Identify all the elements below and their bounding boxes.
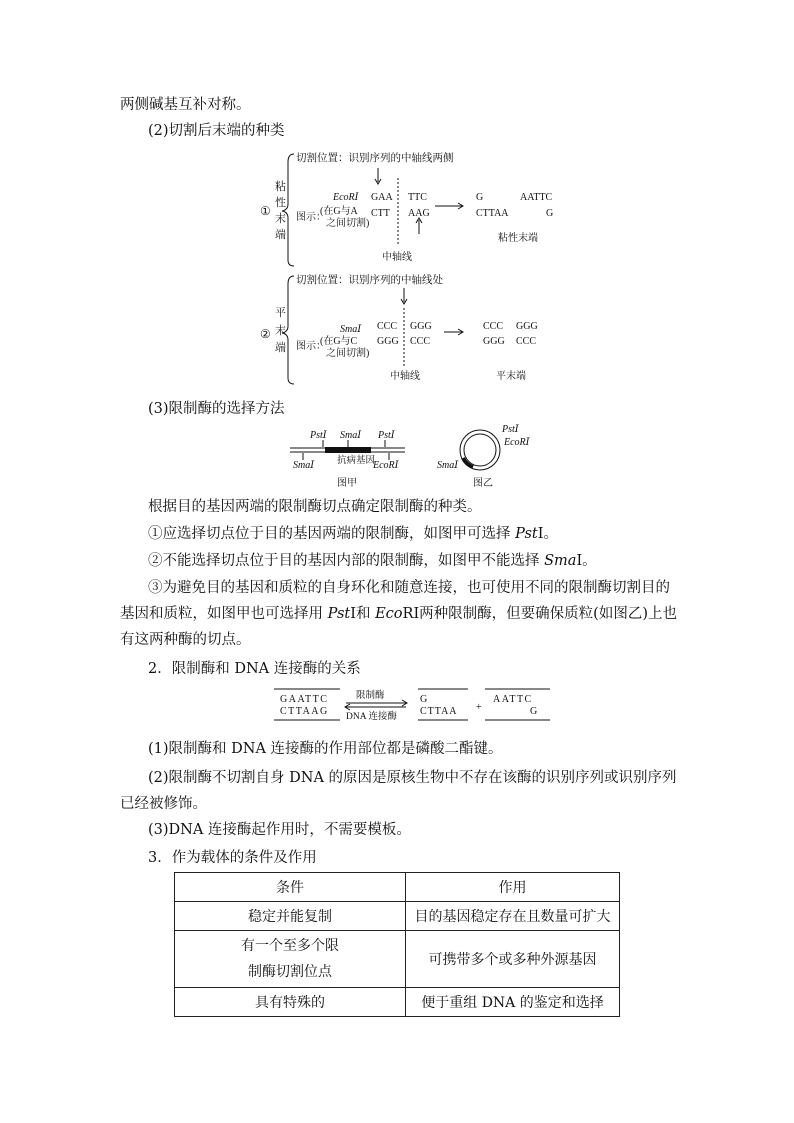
- end-types-diagram: [250, 148, 580, 390]
- blunt-cut-position: 切割位置：识别序列的中轴线处: [296, 275, 443, 286]
- blunt-char-3: 端: [275, 342, 286, 354]
- seq-bot-right: AAG: [408, 208, 430, 219]
- sma-label-bottom: SmaⅠ: [293, 460, 315, 471]
- blunt-res-top-left: CCC: [483, 321, 504, 332]
- caption-jia: 图甲: [337, 478, 357, 489]
- blunt-char-2: 末: [275, 325, 286, 337]
- blunt-note-1: (在G与C: [320, 336, 358, 347]
- full-bot-seq: CTTAAG: [280, 706, 329, 717]
- vector-conditions-table: [174, 872, 620, 1017]
- circle-two: ②: [260, 327, 271, 341]
- sticky-diagram-label: 图示：: [296, 212, 326, 223]
- sticky-cut-position: 切割位置：识别序列的中轴线两侧: [296, 153, 454, 164]
- section-2-title: (2)切割后末端的种类: [148, 123, 285, 139]
- caption-yi: 图乙: [473, 478, 493, 489]
- item-3-text-b: Ⅰ和: [350, 606, 376, 622]
- frag2-bot: G: [530, 706, 538, 717]
- result-bot-left: CTTAA: [476, 208, 509, 219]
- blunt-seq-top-left: CCC: [377, 321, 398, 332]
- blunt-seq-bot-right: CCC: [410, 336, 431, 347]
- sticky-char-1: 粘: [275, 181, 286, 193]
- sticky-char-2: 性: [275, 197, 286, 209]
- full-top-seq: GAATTC: [280, 694, 329, 705]
- plasmid-sma-label: SmaⅠ: [437, 460, 459, 471]
- item-2-suffix: Ⅰ。: [576, 553, 597, 569]
- smai-label: SmaⅠ: [340, 324, 362, 335]
- pst-label-right: PstⅠ: [378, 430, 395, 441]
- plasmid-marker-gene: [463, 458, 473, 467]
- selection-paragraph: 根据目的基因两端的限制酶切点确定限制酶的种类。: [148, 499, 482, 515]
- plasmid-eco-label: EcoRⅠ: [504, 437, 530, 448]
- enzyme-selection-diagram: [285, 424, 545, 494]
- table-row: [175, 931, 620, 988]
- sticky-char-4: 端: [275, 229, 286, 241]
- sticky-char-3: 末: [275, 213, 286, 225]
- disease-resistance-gene-label: 抗病基因: [337, 456, 376, 466]
- cell-condition-2: [175, 931, 406, 988]
- sticky-result-label: 粘性末端: [498, 233, 538, 244]
- circle-one: ①: [260, 204, 271, 218]
- item-3-enzyme-1: Pst: [327, 606, 351, 622]
- frag1-bot: CTTAA: [420, 706, 458, 717]
- blunt-diagram-label: 图示：: [296, 341, 326, 352]
- header-condition: 条件: [175, 873, 406, 902]
- item-3-enzyme-2: Eco: [375, 606, 403, 622]
- table-row: [175, 902, 620, 931]
- blunt-res-top-right: GGG: [516, 321, 538, 332]
- item-2-text: ②不能选择切点位于目的基因内部的限制酶，如图甲不能选择: [148, 553, 545, 569]
- seq-top-right: TTC: [408, 192, 427, 203]
- cell-condition-2-line-1: 有一个至多个限: [241, 938, 339, 954]
- result-top-left: G: [476, 192, 484, 203]
- blunt-result-label: 平末端: [496, 371, 526, 382]
- ligase-label: DNA 连接酶: [346, 712, 397, 722]
- table-header-row: [175, 873, 620, 902]
- seq-bot-left: CTT: [371, 208, 390, 219]
- blunt-char-1: 平: [275, 307, 286, 319]
- frag2-top: AATTC: [493, 694, 533, 705]
- table-row: [175, 988, 620, 1017]
- sticky-axis-label: 中轴线: [382, 252, 412, 263]
- heading-3: 3．作为载体的条件及作用: [148, 850, 317, 866]
- sticky-note-2: 之间切割): [326, 218, 370, 229]
- cell-condition-2-line-2: 制酶切割位点: [248, 964, 332, 980]
- item-2: [120, 548, 680, 574]
- plus-sign: +: [476, 702, 482, 713]
- item-1: [120, 521, 680, 547]
- cell-function-1: 目的基因稳定存在且数量可扩大: [406, 902, 620, 931]
- header-function: 作用: [406, 873, 620, 902]
- enzyme-ligase-diagram: [270, 686, 560, 730]
- relation-3: (3)DNA 连接酶起作用时，不需要模板。: [148, 822, 411, 838]
- sticky-brace: [282, 154, 294, 266]
- plasmid-inner: [464, 434, 496, 466]
- item-3-text-a: ③为避免目的基因和质粒的自身环化和随意连接，也可使用不同的限制酶切割目的基因和质粒，如图甲也可选择用: [120, 580, 670, 622]
- result-bot-right: G: [546, 208, 554, 219]
- section-3-title: (3)限制酶的选择方法: [148, 401, 285, 417]
- cell-function-2: 可携带多个或多种外源基因: [406, 931, 620, 988]
- item-3-text-c: RⅠ两种限制酶，但要确保质粒(如图乙)上也有这两种酶的切点。: [120, 606, 677, 648]
- intro-line: 两侧碱基互补对称。: [120, 97, 251, 113]
- frag1-top: G: [420, 694, 428, 705]
- item-3: [120, 575, 680, 653]
- plasmid-pst-label: PstⅠ: [502, 424, 519, 435]
- item-1-enzyme: Pst: [515, 526, 538, 542]
- item-1-text: ①应选择切点位于目的基因两端的限制酶，如图甲可选择: [148, 526, 516, 542]
- blunt-seq-top-right: GGG: [410, 321, 432, 332]
- cell-condition-3: 具有特殊的: [175, 988, 406, 1017]
- result-top-right: AATTC: [520, 192, 553, 203]
- blunt-res-bot-right: CCC: [516, 336, 537, 347]
- blunt-res-bot-left: GGG: [483, 336, 505, 347]
- seq-top-left: GAA: [371, 192, 393, 203]
- item-1-suffix: Ⅰ。: [537, 526, 558, 542]
- target-gene-block: [325, 447, 371, 453]
- ecori-label: EcoRⅠ: [333, 192, 359, 203]
- restriction-enzyme-label: 限制酶: [356, 691, 385, 701]
- relation-2: (2)限制酶不切割自身 DNA 的原因是原核生物中不存在该酶的识别序列或识别序列已经被修饰。: [120, 770, 677, 812]
- blunt-axis-label: 中轴线: [390, 371, 420, 382]
- cell-function-3: 便于重组 DNA 的鉴定和选择: [406, 988, 620, 1017]
- relation-1: (1)限制酶和 DNA 连接酶的作用部位都是磷酸二酯键。: [148, 741, 503, 757]
- sma-label-top: SmaⅠ: [340, 430, 362, 441]
- item-2-enzyme: Sma: [544, 553, 577, 569]
- blunt-note-2: 之间切割): [326, 348, 370, 359]
- heading-2: 2．限制酶和 DNA 连接酶的关系: [148, 661, 361, 677]
- sticky-note-1: (在G与A: [320, 206, 358, 217]
- pst-label-left: PstⅠ: [310, 430, 327, 441]
- eco-label: EcoRⅠ: [373, 460, 399, 471]
- cell-condition-1: 稳定并能复制: [175, 902, 406, 931]
- blunt-seq-bot-left: GGG: [377, 336, 399, 347]
